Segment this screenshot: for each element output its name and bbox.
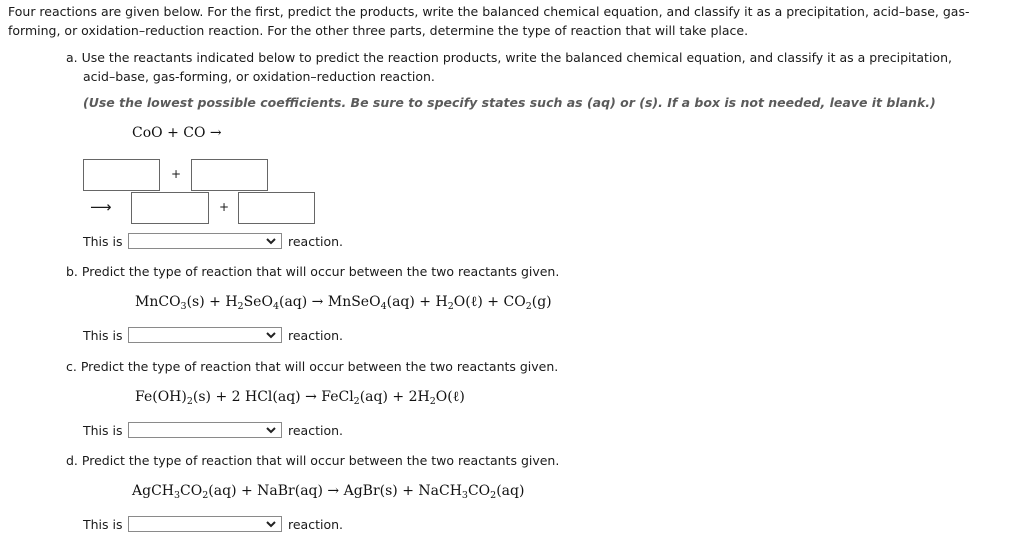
part-c-this-is: This is <box>83 423 123 438</box>
part-d-reaction-type-select[interactable] <box>128 516 282 532</box>
chevron-down-icon <box>265 423 277 437</box>
part-b-equation-text: MnCO$_3$(s) + $H_2SeO_4(aq)$ → MnSeO$_4$(aq) + $H_2O(\ell) + CO_2(g)$ <box>135 294 552 312</box>
part-a-prompt-line1: a. Use the reactants indicated below to predict the reaction products, write the balanced chemical equation, and classify it as a precipitation, <box>66 50 952 65</box>
part-d-equation-text: $AgCH_3CO_2(aq)$ + NaBr(aq) → AgBr(s) + $NaCH_3CO_2(aq)$ <box>132 483 525 501</box>
part-c-equation-text: $Fe(OH)_2(s) + 2$ HCl(aq) → FeCl$_2$(aq) + $2H_2O(\ell)$ <box>135 389 465 407</box>
part-a-reaction-suffix: reaction. <box>288 234 344 249</box>
intro-text: Four reactions are given below. For the first, predict the products, write the balanced chemical equation, and classify it as a precipitation, acid–base, gas-forming, or oxidation–reduction reaction. For the other three parts, determine the type of reaction that will take place. <box>8 4 970 38</box>
part-d-prompt: d. Predict the type of reaction that will occur between the two reactants given. <box>66 453 560 468</box>
part-c-prompt: c. Predict the type of reaction that will occur between the two reactants given. <box>66 359 559 374</box>
part-b-reaction-suffix: reaction. <box>288 328 344 343</box>
plus-sign-1: + <box>171 167 182 181</box>
part-a-reaction-type-select[interactable] <box>128 233 282 249</box>
part-c-reaction-type-select[interactable] <box>128 422 282 438</box>
part-d-this-is: This is <box>83 517 123 532</box>
reaction-arrow: ⟶ <box>90 198 112 216</box>
part-a-prompt-line2: acid–base, gas-forming, or oxidation–reduction reaction. <box>83 69 435 84</box>
product-input-4[interactable] <box>238 192 315 224</box>
part-c-equation <box>135 389 465 406</box>
part-b-reaction-type-select[interactable] <box>128 327 282 343</box>
chevron-down-icon <box>265 328 277 342</box>
part-a-reactants: CoO + CO → <box>132 125 222 141</box>
part-b-prompt: b. Predict the type of reaction that will occur between the two reactants given. <box>66 264 560 279</box>
part-a-instructions: (Use the lowest possible coefficients. Be sure to specify states such as (aq) or (s). If a box is not needed, leave it blank.) <box>83 95 936 110</box>
part-b-equation <box>135 294 552 311</box>
part-d-reaction-suffix: reaction. <box>288 517 344 532</box>
product-input-1[interactable] <box>83 159 160 191</box>
part-a-this-is: This is <box>83 234 123 249</box>
plus-sign-2: + <box>219 200 230 214</box>
part-d-equation <box>132 483 524 499</box>
chevron-down-icon <box>265 234 277 248</box>
part-c-reaction-suffix: reaction. <box>288 423 344 438</box>
product-input-2[interactable] <box>191 159 268 191</box>
chevron-down-icon <box>265 517 277 531</box>
product-input-3[interactable] <box>131 192 209 224</box>
part-b-this-is: This is <box>83 328 123 343</box>
